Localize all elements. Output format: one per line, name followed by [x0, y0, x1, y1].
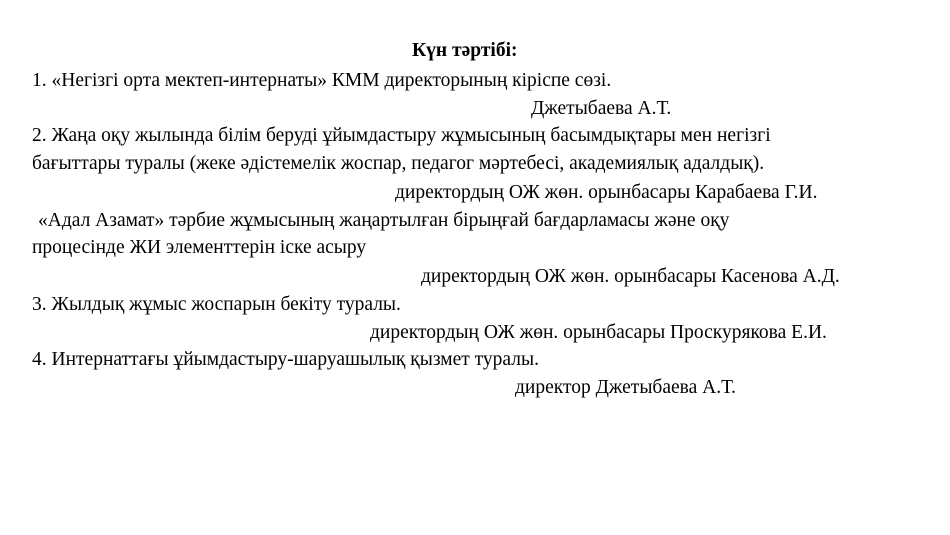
agenda-item-3-text: 3. Жылдық жұмыс жоспарын бекіту туралы.	[32, 294, 401, 315]
agenda-item-1-text: 1. «Негізгі орта мектеп-интернаты» КММ директорының кіріспе сөзі.	[32, 70, 612, 91]
agenda-item-2b-text-line-1: «Адал Азамат» тәрбие жұмысының жаңартылған бірыңғай бағдарламасы және оқу	[38, 210, 730, 231]
agenda-item-1-speaker: Джетыбаева А.Т.	[531, 98, 672, 119]
agenda-item-4-speaker: директор Джетыбаева А.Т.	[515, 377, 736, 398]
agenda-item-2b-text-line-2: процесінде ЖИ элементтерін іске асыру	[32, 237, 367, 258]
agenda-item-2-text-line-2: бағыттары туралы (жеке әдістемелік жоспар, педагог мәртебесі, академиялық адалдық).	[32, 153, 765, 174]
agenda-item-4-text: 4. Интернаттағы ұйымдастыру-шаруашылық қызмет туралы.	[32, 349, 539, 370]
agenda-title: Күн тәртібі:	[412, 40, 518, 61]
agenda-item-2b-speaker: директордың ОЖ жөн. орынбасары Касенова А.Д.	[421, 266, 840, 287]
agenda-item-3-speaker: директордың ОЖ жөн. орынбасары Проскурякова Е.И.	[370, 322, 827, 343]
agenda-item-2-speaker: директордың ОЖ жөн. орынбасары Карабаева Г.И.	[395, 182, 818, 203]
agenda-item-2-text-line-1: 2. Жаңа оқу жылында білім беруді ұйымдастыру жұмысының басымдықтары мен негізгі	[32, 125, 771, 146]
